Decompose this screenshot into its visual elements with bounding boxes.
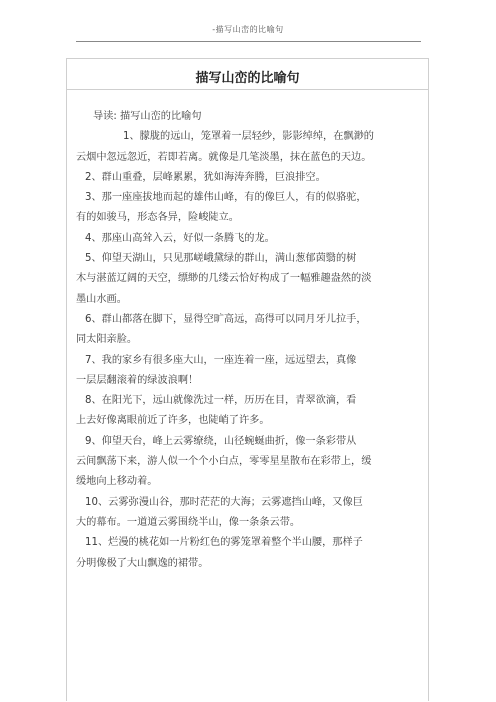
text-line: 墨山水画。 — [76, 293, 127, 305]
text-line: 8、在阳光下，远山就像洗过一样，历历在目，青翠欲滴，看 — [85, 395, 357, 407]
text-line: 9、仰望天台，峰上云雾缭绕，山径蜿蜒曲折，像一条彩带从 — [85, 435, 357, 447]
text-line: 分明像极了大山飘逸的裙带。 — [76, 557, 209, 569]
page-header — [0, 24, 496, 35]
document-title: 描写山峦的比喻句 — [195, 71, 300, 86]
page-header-text: -描写山峦的比喻句 — [212, 25, 284, 34]
text-line: 2、群山重叠，层峰累累，犹如海涛奔腾，巨浪排空。 — [85, 171, 326, 183]
text-line: 10、云雾弥漫山谷，那时茫茫的大海；云雾遮挡山峰，又像巨 — [85, 496, 363, 508]
lead-paragraph: 导读: 描写山峦的比喻句 — [93, 111, 202, 122]
text-line: 3、那一座座拔地而起的雄伟山峰，有的像巨人，有的似骆驼， — [85, 192, 367, 204]
text-line: 同太阳亲脸。 — [76, 334, 138, 346]
text-line: 大的幕布。一道道云雾围绕半山，像一条条云带。 — [76, 516, 301, 528]
text-line: 1、朦胧的远山，笼罩着一层轻纱，影影绰绰，在飘渺的 — [123, 131, 374, 143]
text-line: 11、烂漫的桃花如一片粉红色的雾笼罩着整个半山腰，那样子 — [85, 537, 363, 549]
text-line: 缓地向上移动着。 — [76, 476, 158, 488]
document-body — [76, 107, 421, 574]
text-line: 上去好像离眼前近了许多，也陡峭了许多。 — [76, 415, 270, 427]
text-line: 一层层翻滚着的绿波浪啊！ — [76, 374, 199, 386]
text-line: 有的如骏马，形态各异，险峻陡立。 — [76, 212, 239, 224]
text-line: 云烟中忽远忽近，若即若离。就像是几笔淡墨，抹在蓝色的天边。 — [76, 151, 372, 163]
title-row — [67, 59, 428, 90]
header-divider — [76, 41, 421, 42]
text-line: 7、我的家乡有很多座大山，一座连着一座，远远望去，真像 — [85, 354, 357, 366]
text-line: 5、仰望天湖山，只见那嵯峨黛绿的群山，满山葱郁茵翳的树 — [85, 253, 357, 265]
text-line: 云间飘荡下来，游人似一个个小白点，零零星星散布在彩带上，缓 — [76, 456, 372, 468]
document-content-box — [66, 58, 429, 701]
text-line: 木与湛蓝辽阔的天空，缥缈的几缕云恰好构成了一幅雅趣盎然的淡 — [76, 273, 372, 285]
text-line: 4、那座山高耸入云，好似一条腾飞的龙。 — [85, 232, 275, 244]
text-line: 6、群山都落在脚下，显得空旷高远，高得可以同月牙儿拉手， — [85, 313, 367, 325]
